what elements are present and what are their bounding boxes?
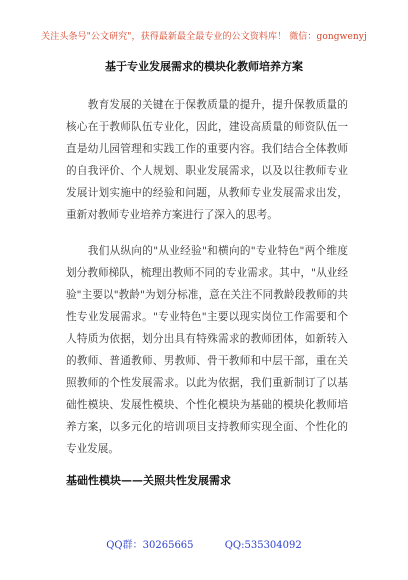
footer-qq: QQ:535304092 [224,540,302,551]
header-note: 关注头条号"公文研究"，获得最新最全最专业的公文资料库！ 微信：gongwenyj [41,32,367,42]
section-heading: 基础性模块——关照共性发展需求 [66,474,231,487]
paragraph-1: 教育发展的关键在于保教质量的提升，提升保教质量的核心在于教师队伍专业化，因此，建设高质量的师资队伍一直是幼儿园管理和实践工作的重要内容。我们结合全体教师的自我评价、个人规划、职业发展需求，以及以往教师专业发展计划实施中的经验和问题，从教师专业发展需求出发，重新对教师专业培养方案进行了深入的思考。 [66,99,348,221]
footer [0,536,408,551]
document-title: 基于专业发展需求的模块化教师培养方案 [105,60,303,73]
footer-qq-group: QQ群：30265665 [106,540,194,551]
paragraph-2: 我们从纵向的"从业经验"和横向的"专业特色"两个维度划分教师梯队，梳理出教师不同的专业需求。其中，"从业经验"主要以"教龄"为划分标准，意在关注不同教龄段教师的共性专业发展需求。"专业特色"主要以现实岗位工作需要和个人特质为依据，划分出具有特殊需求的教师团体，如新转入的教师、普通教师、男教师、骨干教师和中层干部，重在关照教师的个性发展需求。以此为依据，我们重新制订了以基础性模块、发展性模块、个性化模块为基础的模块化教师培养方案，以多元化的培训项目支持教师实现全面、个性化的专业发展。 [66,245,348,455]
